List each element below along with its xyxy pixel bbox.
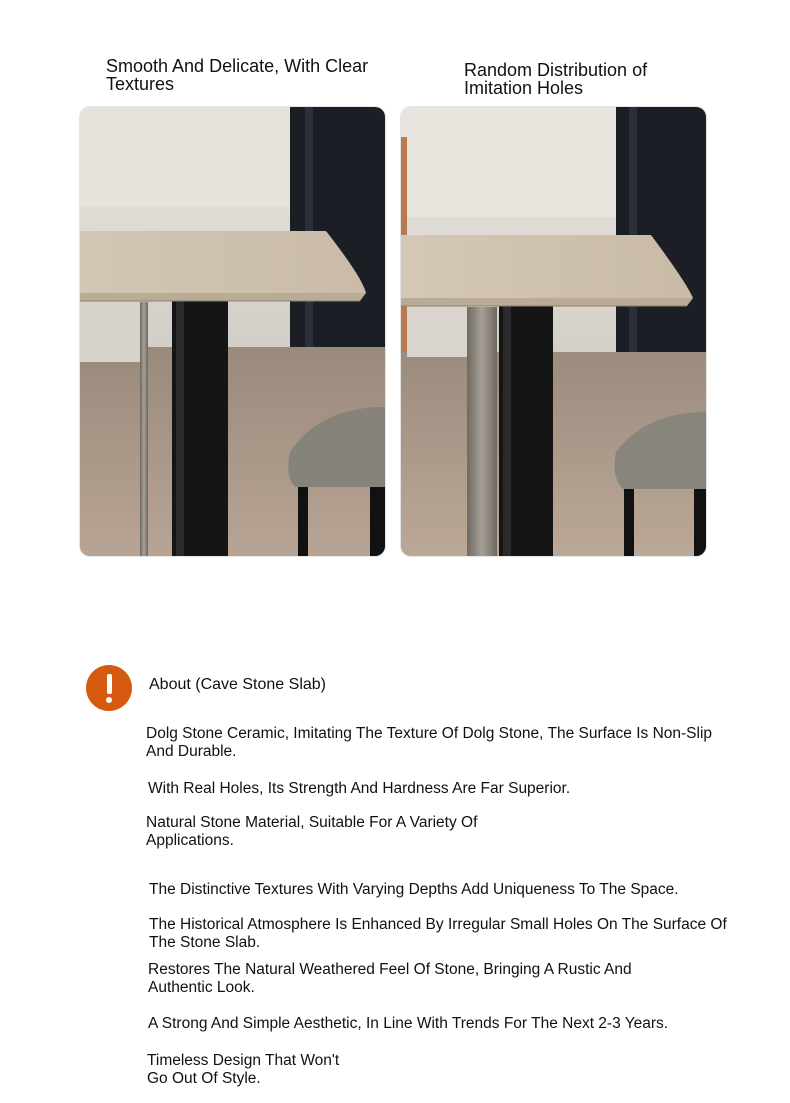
product-photo-left — [80, 107, 385, 556]
feature-item: Restores The Natural Weathered Feel Of Stone, Bringing A Rustic And Authentic Look. — [148, 961, 632, 996]
feature-item: With Real Holes, Its Strength And Hardness Are Far Superior. — [148, 780, 571, 797]
feature-item: A Strong And Simple Aesthetic, In Line With Trends For The Next 2-3 Years. — [148, 1015, 669, 1032]
caption-left: Smooth And Delicate, With Clear Textures — [106, 57, 386, 93]
feature-item: Dolg Stone Ceramic, Imitating The Texture Of Dolg Stone, The Surface Is Non-Slip And Durable. — [146, 725, 713, 760]
feature-item: The Historical Atmosphere Is Enhanced By Irregular Small Holes On The Surface Of The Stone Slab. — [149, 916, 727, 951]
feature-item: Natural Stone Material, Suitable For A Variety Of Applications. — [146, 814, 478, 849]
product-photo-right — [401, 107, 706, 556]
feature-item: Timeless Design That Won't Go Out Of Style. — [147, 1052, 340, 1087]
caption-right: Random Distribution of Imitation Holes — [464, 61, 684, 97]
exclamation-icon — [86, 665, 132, 711]
about-title: About (Cave Stone Slab) — [149, 676, 326, 693]
feature-item: The Distinctive Textures With Varying Depths Add Uniqueness To The Space. — [149, 881, 679, 898]
